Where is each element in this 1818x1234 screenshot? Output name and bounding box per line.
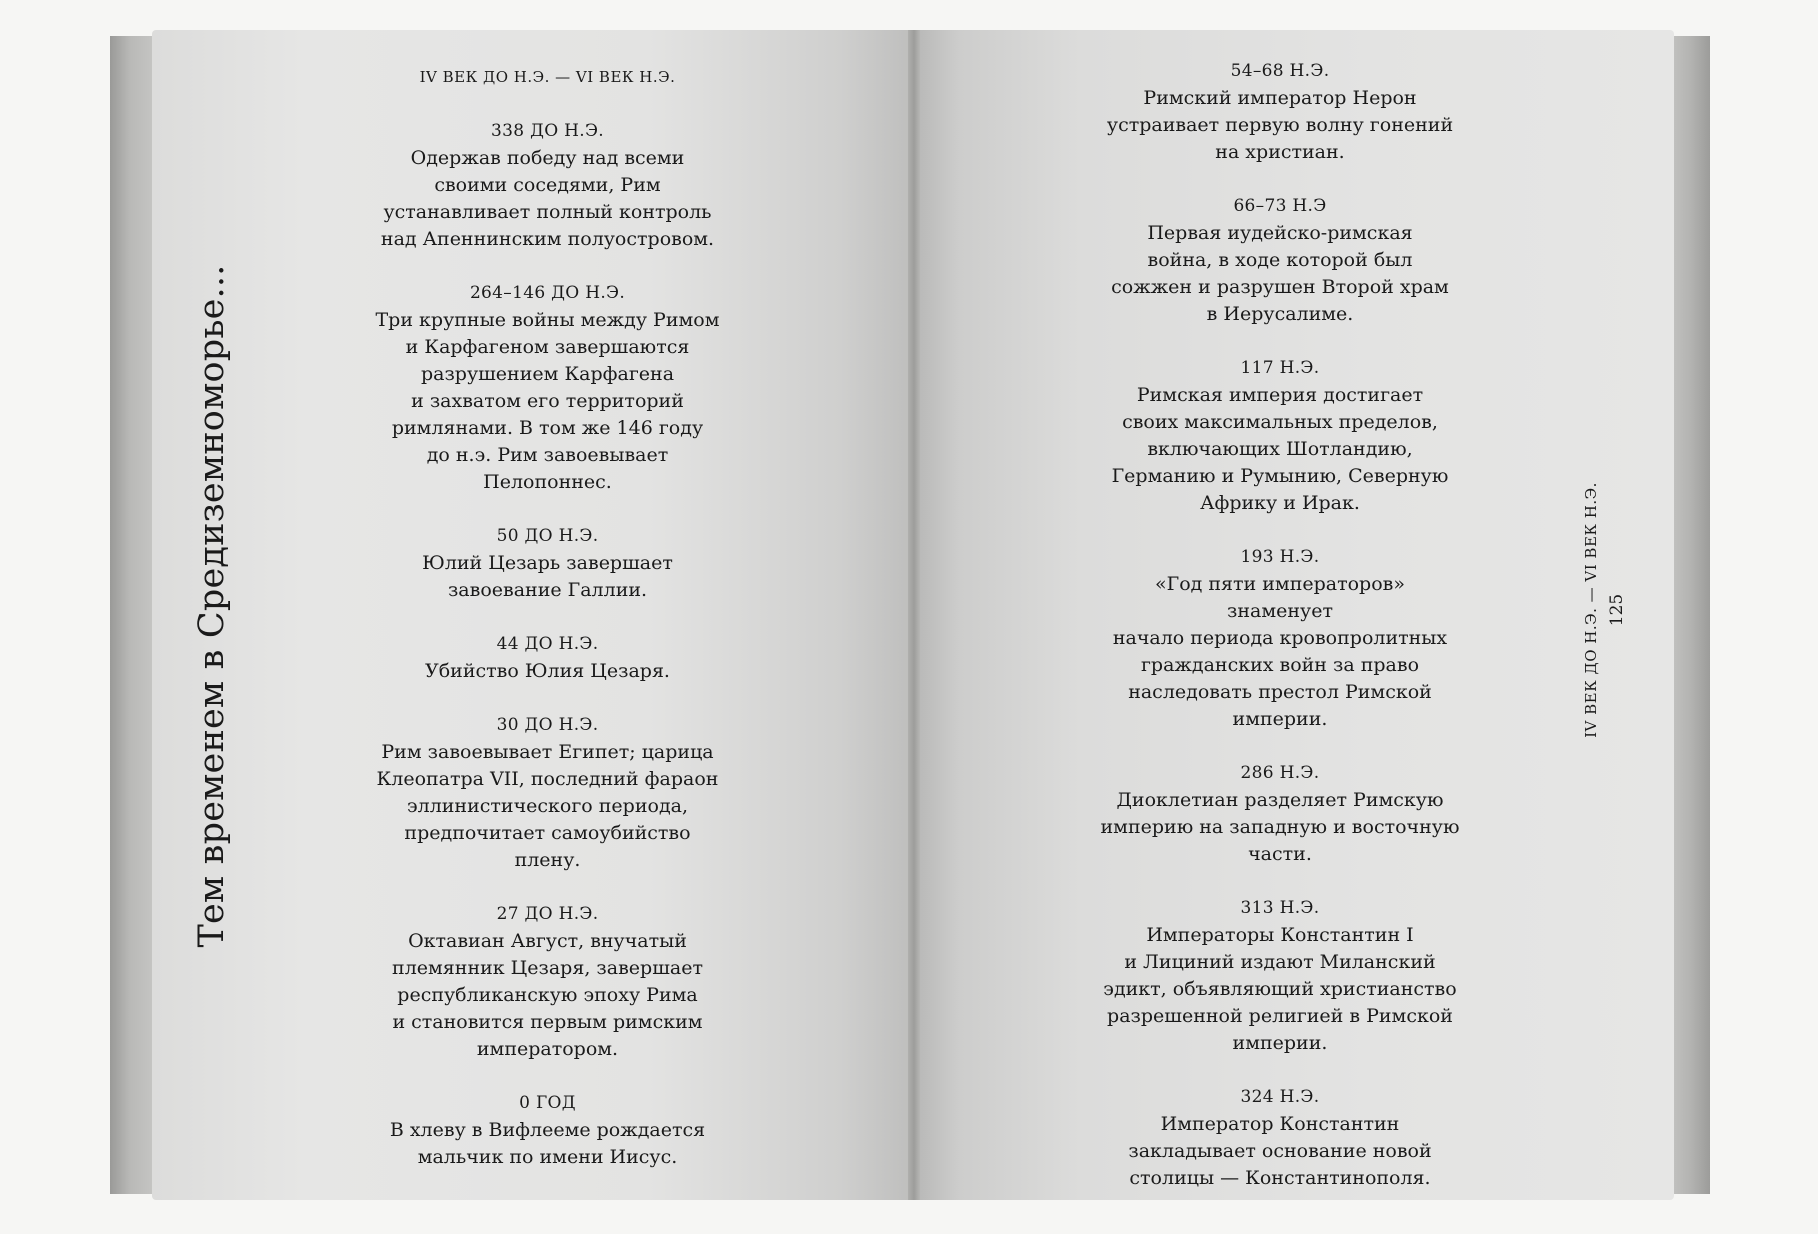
entry-text-line: начало периода кровопролитных	[1112, 627, 1448, 649]
entry-text-line: В хлеву в Вифлееме рождается	[389, 1119, 706, 1141]
running-head: IV ВЕК ДО Н.Э. — VI ВЕК Н.Э.	[419, 68, 676, 86]
vertical-running-head: IV ВЕК ДО Н.Э. — VI ВЕК Н.Э.	[1582, 482, 1600, 738]
entry-text-line: императором.	[476, 1038, 619, 1060]
timeline-entry	[1100, 544, 1460, 733]
entry-text-line: эдикт, объявляющий христианство	[1103, 978, 1457, 1000]
timeline-entry	[1100, 58, 1460, 166]
left-timeline-column	[370, 62, 725, 1198]
entry-text-line: империи.	[1232, 708, 1328, 730]
entry-text-line: и Карфагеном завершаются	[405, 336, 690, 358]
entry-text-line: Первая иудейско-римская	[1147, 222, 1413, 244]
entry-text-line: устраивает первую волну гонений	[1106, 114, 1454, 136]
right-timeline-column	[1100, 58, 1460, 1219]
entry-date: 264–146 ДО Н.Э.	[469, 283, 626, 303]
timeline-entry	[370, 631, 725, 685]
entry-text-line: разрушением Карфагена	[420, 363, 675, 385]
vertical-chapter-title: Тем временем в Средиземноморье...	[192, 264, 232, 948]
timeline-entry	[370, 118, 725, 253]
right-entries	[1100, 58, 1460, 1192]
entry-text-line: Рим завоевывает Египет; царица	[381, 741, 714, 763]
timeline-entry	[370, 280, 725, 496]
timeline-entry	[370, 712, 725, 874]
entry-text-line: Римский император Нерон	[1143, 87, 1417, 109]
timeline-entry	[1100, 895, 1460, 1057]
entry-text-line: Император Константин	[1160, 1113, 1400, 1135]
entry-text-line: империю на западную и восточную	[1100, 816, 1460, 838]
page-number: 125	[1607, 593, 1627, 627]
entry-text-line: Октавиан Август, внучатый	[408, 930, 687, 952]
entry-date: 27 ДО Н.Э.	[496, 904, 599, 924]
entry-text-line: устанавливает полный контроль	[383, 201, 712, 223]
entry-date: 313 Н.Э.	[1240, 898, 1320, 918]
entry-date: 193 Н.Э.	[1240, 547, 1320, 567]
timeline-entry	[370, 523, 725, 604]
entry-date: 338 ДО Н.Э.	[491, 121, 604, 141]
entry-text-line: и Лициний издают Миланский	[1124, 951, 1436, 973]
entry-text-line: своими соседями, Рим	[434, 174, 661, 196]
entry-text-line: римлянами. В том же 146 году	[391, 417, 704, 439]
entry-date: 54–68 Н.Э.	[1230, 61, 1330, 81]
entry-date: 30 ДО Н.Э.	[496, 715, 599, 735]
timeline-entry	[1100, 760, 1460, 868]
entry-date: 66–73 Н.Э	[1233, 196, 1327, 216]
timeline-entry	[1100, 193, 1460, 328]
entry-text-line: гражданских войн за право	[1140, 654, 1420, 676]
timeline-entry	[1100, 355, 1460, 517]
entry-date: 286 Н.Э.	[1240, 763, 1320, 783]
entry-text-line: включающих Шотландию,	[1147, 438, 1413, 460]
entry-text-line: Африку и Ирак.	[1200, 492, 1360, 514]
entry-text-line: предпочитает самоубийство	[404, 822, 691, 844]
entry-date: 117 Н.Э.	[1240, 358, 1320, 378]
entry-text-line: сожжен и разрушен Второй храм	[1111, 276, 1449, 298]
entry-text-line: разрешенной религией в Римской	[1107, 1005, 1453, 1027]
entry-text-line: Пелопоннес.	[483, 471, 612, 493]
left-entries	[370, 118, 725, 1171]
entry-text-line: Германию и Румынию, Северную	[1111, 465, 1449, 487]
entry-text-line: Юлий Цезарь завершает	[422, 552, 673, 574]
entry-text-line: эллинистического периода,	[406, 795, 689, 817]
entry-text-line: Убийство Юлия Цезаря.	[425, 660, 670, 682]
entry-text-line: Императоры Константин I	[1146, 924, 1414, 946]
entry-text-line: до н.э. Рим завоевывает	[426, 444, 669, 466]
entry-text-line: племянник Цезаря, завершает	[392, 957, 703, 979]
entry-text-line: Одержав победу над всеми	[410, 147, 685, 169]
timeline-entry	[370, 1090, 725, 1171]
entry-text-line: наследовать престол Римской	[1128, 681, 1432, 703]
entry-text-line: «Год пяти императоров» знаменует	[1155, 573, 1405, 622]
entry-text-line: империи.	[1232, 1032, 1328, 1054]
entry-text-line: республиканскую эпоху Рима	[397, 984, 698, 1006]
timeline-entry	[370, 901, 725, 1063]
entry-text-line: плену.	[514, 849, 581, 871]
entry-text-line: мальчик по имени Иисус.	[417, 1146, 678, 1168]
entry-date: 50 ДО Н.Э.	[496, 526, 599, 546]
entry-text-line: закладывает основание новой	[1128, 1140, 1432, 1162]
entry-text-line: на христиан.	[1215, 141, 1345, 163]
entry-text-line: Три крупные войны между Римом	[375, 309, 720, 331]
entry-date: 0 ГОД	[519, 1093, 576, 1113]
entry-text-line: над Апеннинским полуостровом.	[380, 228, 715, 250]
entry-text-line: в Иерусалиме.	[1206, 303, 1354, 325]
entry-text-line: Диоклетиан разделяет Римскую	[1116, 789, 1444, 811]
entry-text-line: завоевание Галлии.	[447, 579, 648, 601]
entry-text-line: Клеопатра VII, последний фараон	[376, 768, 719, 790]
entry-text-line: части.	[1248, 843, 1312, 865]
timeline-entry	[1100, 1084, 1460, 1192]
entry-text-line: и захватом его территорий	[411, 390, 684, 412]
entry-text-line: столицы — Константинополя.	[1129, 1167, 1431, 1189]
entry-text-line: Римская империя достигает	[1136, 384, 1424, 406]
entry-date: 44 ДО Н.Э.	[496, 634, 599, 654]
entry-text-line: своих максимальных пределов,	[1122, 411, 1438, 433]
entry-text-line: война, в ходе которой был	[1147, 249, 1413, 271]
entry-date: 324 Н.Э.	[1240, 1087, 1320, 1107]
book-gutter	[908, 30, 920, 1200]
entry-text-line: и становится первым римским	[392, 1011, 703, 1033]
